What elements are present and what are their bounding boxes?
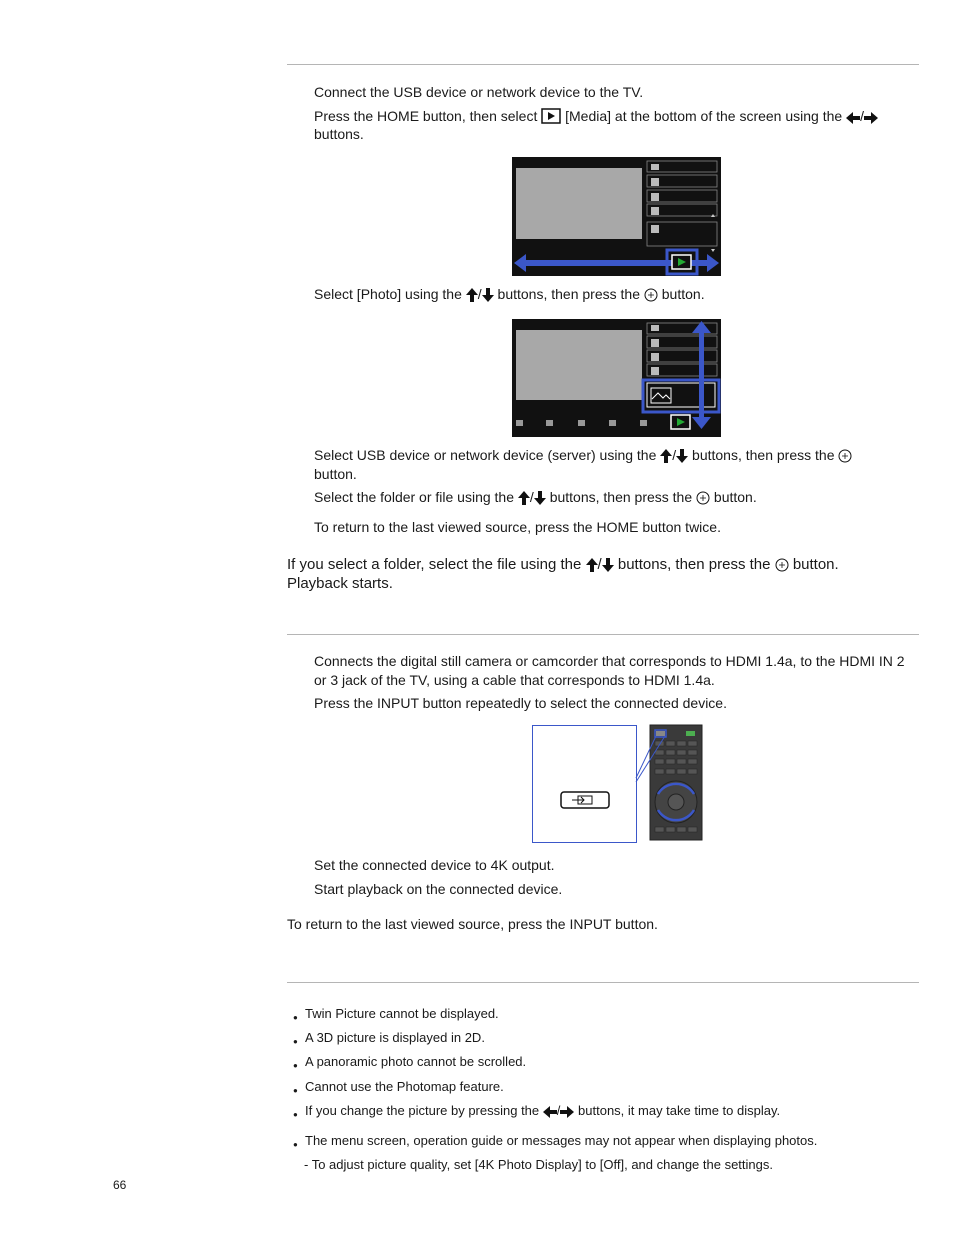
down-arrow-icon [482,288,494,302]
up-arrow-icon [586,558,598,572]
step-text: buttons, then press the [692,447,835,463]
right-arrow-icon [864,112,878,124]
section-divider-3 [287,982,919,983]
up-arrow-icon [660,449,672,463]
note-text: buttons, then press the [617,556,771,573]
step-connect-usb: Connect the USB device or network device to the TV. [314,84,644,100]
up-arrow-icon [518,491,530,505]
up-arrow-icon [466,288,478,302]
note-text: If you select a folder, select the file using the [287,556,582,573]
step-set-4k: Set the connected device to 4K output. [314,857,555,873]
section-divider-1 [287,64,919,65]
note-item: ● A 3D picture is displayed in 2D. [305,1029,485,1047]
enter-icon [775,558,789,572]
note-item: ● The menu screen, operation guide or messages may not appear when displaying photos. [305,1132,817,1150]
down-arrow-icon [534,491,546,505]
return-input-note: To return to the last viewed source, press the INPUT button. [287,916,658,932]
down-arrow-icon [676,449,688,463]
step-select-photo: Select [Photo] using the / buttons, then press the button. [314,286,705,302]
playback-starts: Playback starts. [287,575,393,592]
step-press-home: Press the HOME button, then select [Media] at the bottom of the screen using the / [314,107,878,126]
return-home-note: To return to the last viewed source, press the HOME button twice. [314,519,721,535]
photo-menu-screenshot [512,319,721,437]
enter-icon [696,491,710,505]
step-press-input: Press the INPUT button repeatedly to select the connected device. [314,695,727,711]
note-text: If you change the picture by pressing the [305,1103,540,1118]
step-select-device-cont: button. [314,466,357,482]
left-arrow-icon [543,1106,557,1118]
section-divider-2 [287,634,919,635]
enter-icon [838,449,852,463]
step-select-device: Select USB device or network device (server) using the / buttons, then press the [314,446,852,465]
right-arrow-icon [560,1106,574,1118]
remote-input-illustration [532,724,704,844]
step-text: Select [Photo] using the [314,286,462,302]
step-start-playback: Start playback on the connected device. [314,881,563,897]
note-item: ● A panoramic photo cannot be scrolled. [305,1053,526,1071]
step-text: button. [661,286,705,302]
step-text: [Media] at the bottom of the screen using the [565,108,843,124]
step-select-folder: Select the folder or file using the / buttons, then press the button. [314,489,757,505]
note-text: buttons, it may take time to display. [578,1103,781,1118]
step-connect-camera: Connects the digital still camera or camcorder that corresponds to HDMI 1.4a, to the HDMI IN 2 or 3 jack of the TV, using a cable that corresponds to HDMI 1.4a. [314,653,905,688]
step-text: Select USB device or network device (server) using the [314,447,657,463]
media-menu-screenshot [512,157,721,276]
note-text: button. [792,556,839,573]
note-sub-item: - To adjust picture quality, set [4K Photo Display] to [Off], and change the settings. [304,1157,773,1172]
media-icon [541,108,561,124]
page-number: 66 [113,1178,127,1192]
step-text: Select the folder or file using the [314,489,515,505]
enter-icon [644,288,658,302]
note-item: ● Twin Picture cannot be displayed. [305,1005,499,1023]
step-text: button. [713,489,757,505]
note-item: ● Cannot use the Photomap feature. [305,1078,504,1096]
note-item: ● If you change the picture by pressing the / buttons, it may take time to display. [305,1102,780,1120]
folder-note: If you select a folder, select the file using the / buttons, then press the button. [287,556,839,573]
left-arrow-icon [846,112,860,124]
down-arrow-icon [602,558,614,572]
step-text: buttons, then press the [549,489,693,505]
step-press-home-cont: buttons. [314,126,364,142]
step-text: buttons, then press the [497,286,640,302]
step-text: Press the HOME button, then select [314,108,538,124]
